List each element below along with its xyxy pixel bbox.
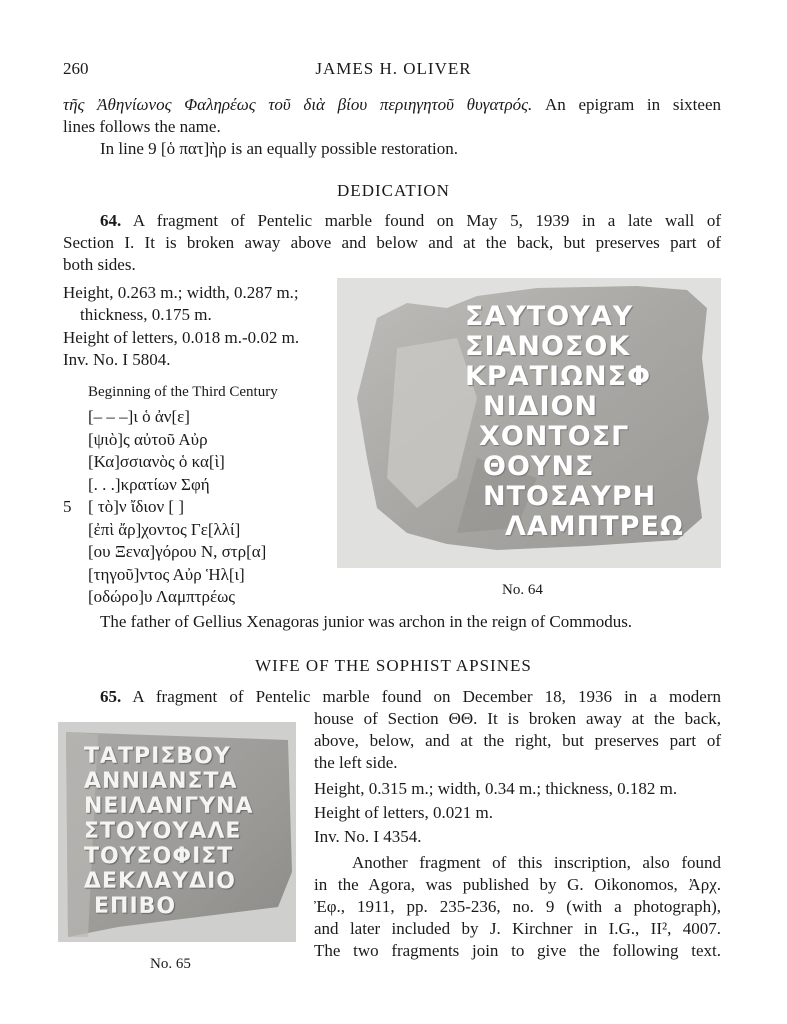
stone-64-line-5: ΧΟΝΤΟΣΓ [479, 421, 630, 452]
entry-65-para-line-5: The two fragments join to give the following text. [314, 941, 721, 960]
stone-64-line-7: ΝΤΟΣΑΥΡΗ [483, 481, 657, 512]
photo-65-caption: No. 65 [150, 956, 191, 972]
page-number: 260 [63, 59, 89, 78]
photo-64-caption: No. 64 [502, 582, 543, 598]
inscription-line-8: [τηγοῦ]ντος Αὐρ Ἡλ[ι] [88, 564, 245, 584]
entry-65-para-line-4: and later included by J. Kirchner in I.G., II², 4007. [314, 919, 721, 938]
stone-64-line-6: ΘΟΥΝΣ [483, 451, 595, 482]
intro-line-1 [63, 94, 721, 116]
entry-65-desc-line-2: house of Section ΘΘ. It is broken away at the back, [314, 709, 721, 728]
entry-65-desc-line-1 [100, 686, 721, 708]
inscription-line-number-5: 5 [63, 497, 72, 516]
inscription-line-6: [ἐπὶ ἄρ]χοντος Γε[λλί] [88, 519, 241, 539]
entry-65-desc-line-3: above, below, and at the right, but preserves part of [314, 731, 721, 750]
entry-65-desc-text: A fragment of Pentelic marble found on December 18, 1936 in a modern [132, 687, 721, 706]
intro-greek-text: τῆς Ἀθηνίωνος Φαληρέως τοῦ διὰ βίου περιηγητοῦ θυγατρός. [63, 95, 533, 114]
stone-65-line-2: ΑΝΝΙΑΝΣΤΑ [84, 769, 238, 794]
entry-65-para-line-1: Another fragment of this inscription, also found [352, 853, 721, 872]
stone-64-line-1: ΣΑΥΤΟΥΑΥ [465, 301, 634, 332]
photo-no-65 [58, 722, 296, 942]
stone-64-line-3: ΚΡΑΤΙΩΝΣΦ [465, 361, 652, 392]
inscription-line-1: [– – –]ι ὁ ἀν[ε] [88, 407, 190, 426]
intro-line-2: lines follows the name. [63, 117, 221, 136]
stone-65-line-7: ΕΠΙΒΟ [94, 894, 177, 919]
inscription-line-2: [ψιὸ]ς αὐτοῦ Αὐρ [88, 429, 208, 449]
section-heading-dedication: DEDICATION [337, 181, 450, 200]
entry-65-measure: Height, 0.315 m.; width, 0.34 m.; thickness, 0.182 m. [314, 779, 678, 798]
photo-no-64 [337, 278, 721, 568]
entry-64-inv: Inv. No. I 5804. [63, 350, 171, 369]
stone-65-line-1: ΤΑΤΡΙΣΒΟΥ [84, 744, 231, 769]
entry-number-64: 64. [100, 211, 122, 230]
inscription-line-4: [. . .]κρατίων Σφή [88, 474, 210, 494]
entry-64-letters: Height of letters, 0.018 m.-0.02 m. [63, 328, 300, 347]
inscription-line-9: [οδώρο]υ Λαμπτρέως [88, 587, 236, 606]
entry-64-desc-line-3: both sides. [63, 255, 136, 274]
stone-64-line-2: ΣΙΑΝΟΣΟΚ [465, 331, 631, 362]
entry-65-para-line-3: Ἐφ., 1911, pp. 235-236, no. 9 (with a photograph), [314, 897, 721, 916]
inscription-64 [88, 406, 266, 609]
entry-64-measure-2: thickness, 0.175 m. [80, 305, 212, 324]
entry-number-65: 65. [100, 687, 122, 706]
stone-65-line-6: ΔΕΚΛΑΥΔΙΟ [84, 869, 236, 894]
stone-65-line-5: ΤΟΥΣΟΦΙΣΤ [84, 844, 234, 869]
inscription-line-3: [Κα]σσιανὸς ὁ κα[ὶ] [88, 452, 225, 471]
intro-line-1-rest: An epigram in sixteen [545, 95, 722, 114]
inscription-line-7: [ου Ξενα]γόρου Ν, στρ[α] [88, 542, 267, 561]
stone-65-text [84, 744, 253, 919]
entry-65-para-line-2: in the Agora, was published by G. Oikonomos, Ἀρχ. [314, 875, 721, 894]
stone-64-text [465, 302, 684, 542]
stone-65-line-4: ΣΤΟΥΟΥΑΛΕ [84, 819, 242, 844]
entry-64-desc-text: A fragment of Pentelic marble found on May 5, 1939 in a late wall of [132, 211, 721, 230]
entry-64-desc-line-1 [100, 210, 721, 232]
stone-64-line-4: ΝΙΔΙΟΝ [483, 391, 599, 422]
entry-65-inv: Inv. No. I 4354. [314, 827, 422, 846]
running-title: JAMES H. OLIVER [315, 59, 472, 78]
section-heading-apsines: WIFE OF THE SOPHIST APSINES [255, 656, 532, 675]
stone-65-line-3: ΝΕΙΛΑΝΓΥΝΑ [84, 794, 254, 819]
stone-64-line-8: ΛΑΜΠΤΡΕΩ [505, 511, 684, 542]
entry-64-desc-line-2: Section I. It is broken away above and below and at the back, but preserves part of [63, 233, 721, 252]
entry-65-letters: Height of letters, 0.021 m. [314, 803, 493, 822]
inscription-line-5: [ τὸ]ν ἴδιον [ ] [88, 497, 185, 516]
entry-64-date: Beginning of the Third Century [88, 384, 278, 400]
entry-64-measure-1: Height, 0.263 m.; width, 0.287 m.; [63, 283, 299, 302]
entry-64-note: The father of Gellius Xenagoras junior was archon in the reign of Commodus. [100, 612, 633, 631]
intro-line-3: In line 9 [ὁ πατ]ὴρ is an equally possible restoration. [100, 139, 459, 158]
entry-65-desc-line-4: the left side. [314, 753, 398, 772]
